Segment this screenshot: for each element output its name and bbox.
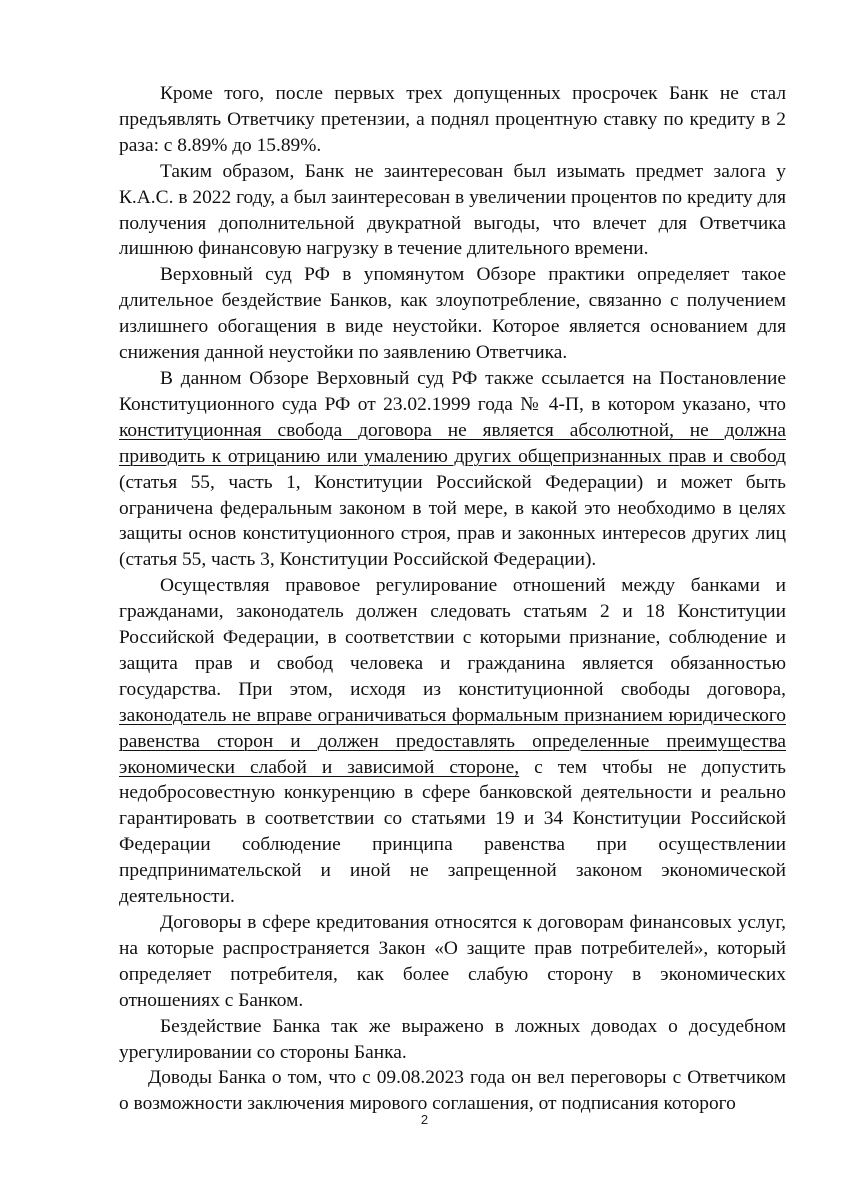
paragraph: [119, 366, 786, 573]
paragraph-text: Бездействие Банка так же выражено в ложных доводах о досудебном урегулировании со стороны Банка.: [119, 1015, 786, 1063]
paragraph: [119, 81, 786, 159]
paragraph-text: В данном Обзоре Верховный суд РФ также ссылается на Постановление Конституционного суда РФ от 23.02.1999 года № 4-П, в котором указано, что: [119, 367, 786, 415]
underlined-text: законодатель не вправе ограничиваться формальным признанием юридического равенства сторон и должен предоставлять определенные преимущества экономически слабой и зависимой стороне,: [119, 704, 786, 778]
page-number: 2: [420, 1112, 429, 1127]
paragraph: [119, 573, 786, 910]
paragraph: [119, 910, 786, 1014]
paragraph: [119, 159, 786, 263]
paragraph-text: (статья 55, часть 1, Конституции Российской Федерации) и может быть ограничена федеральным законом в той мере, в какой это необходимо в целях защиты основ конституционного строя, прав и законных интересов других лиц (статья 55, часть 3, Конституции Российской Федерации).: [119, 471, 786, 571]
document-body: [119, 81, 786, 1117]
paragraph-text: Таким образом, Банк не заинтересован был изымать предмет залога у К.А.С. в 2022 году, а был заинтересован в увеличении процентов по кредиту для получения дополнительной двукратной выгоды, что влечет для Ответчика лишнюю финансовую нагрузку в течение длительного времени.: [119, 160, 786, 260]
underlined-text: конституционная свобода договора не является абсолютной, не должна приводить к отрицанию или умалению других общепризнанных прав и свобод: [119, 419, 786, 467]
paragraph-text: Осуществляя правовое регулирование отношений между банками и гражданами, законодатель должен следовать статьям 2 и 18 Конституции Российской Федерации, в соответствии с которыми признание, соблюдение и защита прав и свобод человека и гражданина является обязанностью государства. При этом, исходя из конституционной свободы договора,: [119, 575, 786, 700]
paragraph-text: Договоры в сфере кредитования относятся к договорам финансовых услуг, на которые распространяется Закон «О защите прав потребителей», который определяет потребителя, как более слабую сторону в экономических отношениях с Банком.: [119, 912, 786, 1011]
paragraph: [119, 262, 786, 366]
paragraph: [119, 1014, 786, 1066]
paragraph-text: Доводы Банка о том, что с 09.08.2023 года он вел переговоры с Ответчиком о возможности заключения мирового соглашения, от подписания которого: [119, 1067, 786, 1115]
paragraph-text: Кроме того, после первых трех допущенных просрочек Банк не стал предъявлять Ответчику претензии, а поднял процентную ставку по кредиту в 2 раза: с 8.89% до 15.89%.: [119, 83, 786, 156]
paragraph-text: с тем чтобы не допустить недобросовестную конкуренцию в сфере банковской деятельности и реально гарантировать в соответствии со статьями 19 и 34 Конституции Российской Федерации соблюдение принципа равенства при осуществлении предпринимательской и иной не запрещенной законом экономической деятельности.: [119, 756, 786, 908]
paragraph: [119, 1065, 786, 1117]
paragraph-text: Верховный суд РФ в упомянутом Обзоре практики определяет такое длительное бездействие Банков, как злоупотребление, связанно с получением излишнего обогащения в виде неустойки. Которое является основанием для снижения данной неустойки по заявлению Ответчика.: [119, 264, 786, 364]
